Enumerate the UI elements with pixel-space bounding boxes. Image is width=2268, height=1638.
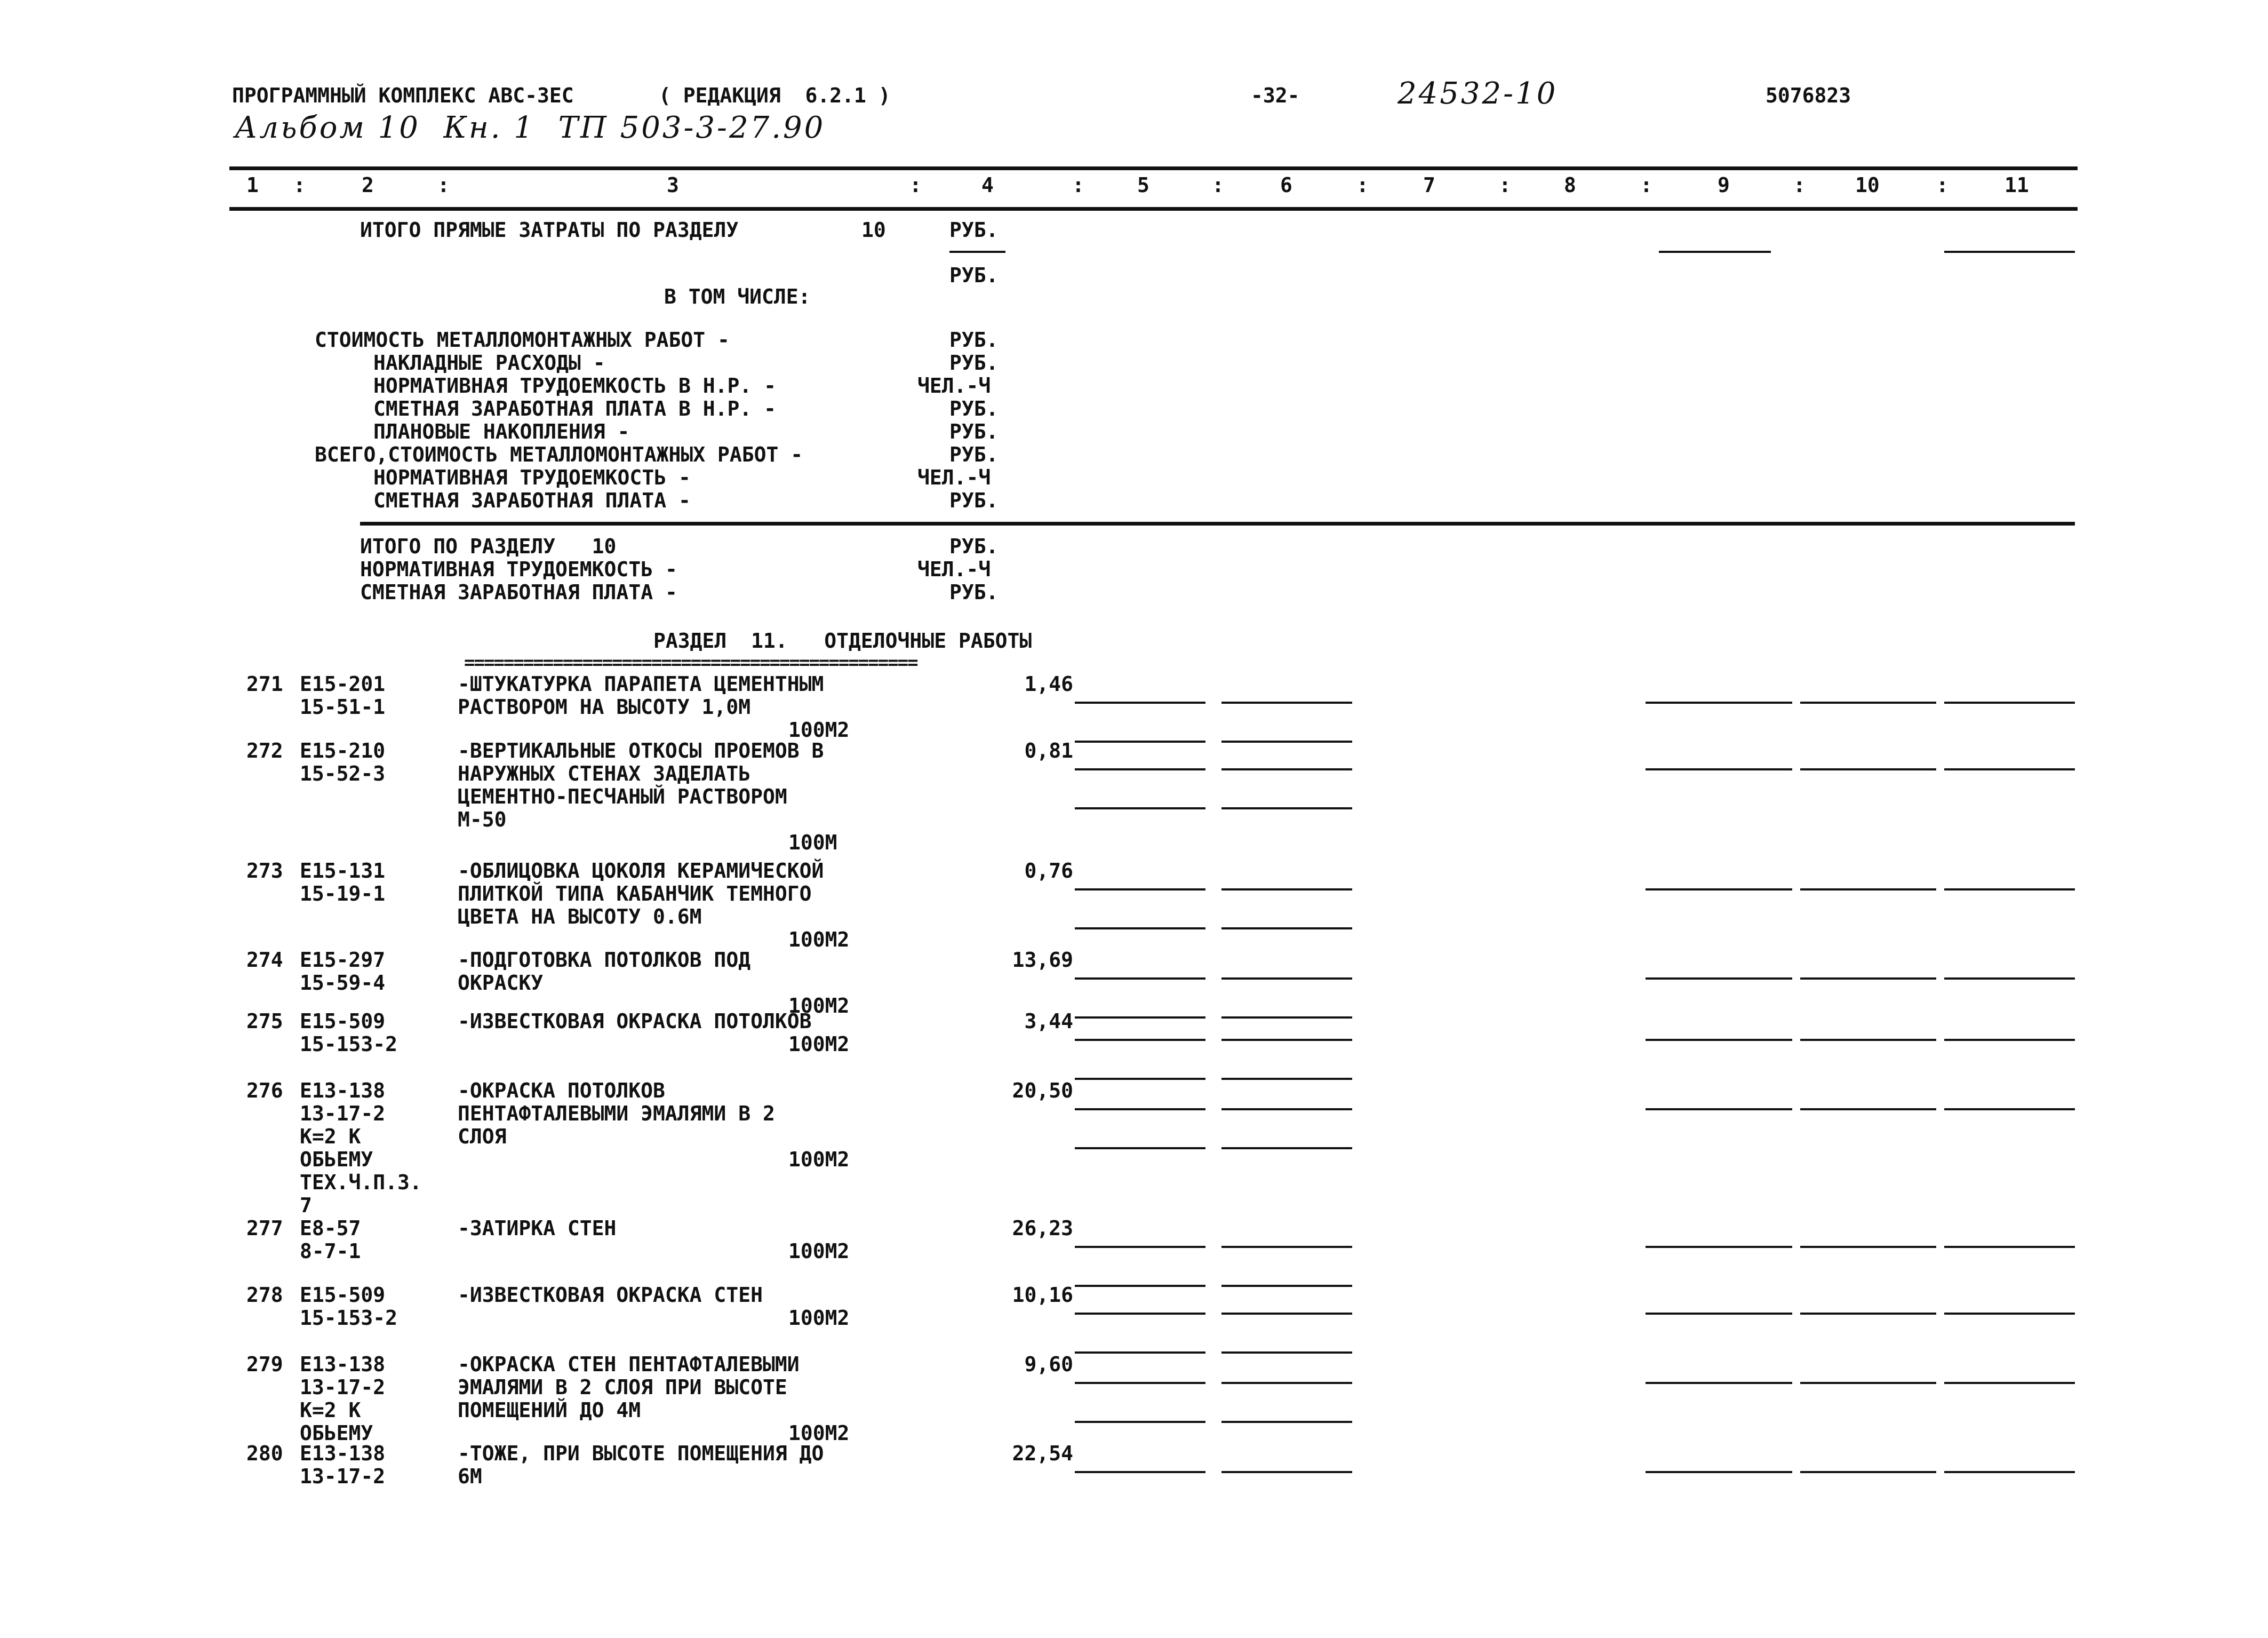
item-description: РАСТВОРОМ НА ВЫСОТУ 1,0М xyxy=(458,695,751,719)
item-description: 6М xyxy=(458,1465,482,1488)
item-unit: 100М2 xyxy=(788,1148,850,1171)
item-code: 15-59-4 xyxy=(300,971,386,995)
item-unit: 100М2 xyxy=(788,718,850,742)
item-code: ОБЬЕМУ xyxy=(300,1421,373,1445)
divider-rule xyxy=(1221,702,1352,704)
item-description: -ВЕРТИКАЛЬНЫЕ ОТКОСЫ ПРОЕМОВ В xyxy=(458,739,824,762)
item-number: 272 xyxy=(246,739,283,762)
item-description: -ОКРАСКА ПОТОЛКОВ xyxy=(458,1079,665,1102)
section-underline: ============================================== xyxy=(464,652,917,673)
col-head-6: 6 xyxy=(1280,173,1292,197)
item-code: Е15-297 xyxy=(300,948,386,972)
col-head-8: 8 xyxy=(1564,173,1576,197)
item-c4: 0,76 xyxy=(1024,859,1073,882)
divider-rule xyxy=(1800,1382,1936,1384)
divider-rule xyxy=(1075,1246,1205,1248)
item-description: -ОКРАСКА СТЕН ПЕНТАФТАЛЕВЫМИ xyxy=(458,1353,800,1376)
item-c4: 9,60 xyxy=(1024,1353,1073,1376)
divider-rule xyxy=(1944,1313,2075,1315)
item-description: М-50 xyxy=(458,808,507,831)
item-description: ПЛИТКОЙ ТИПА КАБАНЧИК ТЕМНОГО xyxy=(458,882,812,905)
divider-rule xyxy=(1075,888,1205,890)
item-description: СЛОЯ xyxy=(458,1125,507,1148)
item-c4: 3,44 xyxy=(1024,1009,1073,1033)
breakdown-unit: РУБ. xyxy=(949,328,999,352)
divider-rule xyxy=(1800,768,1936,770)
divider-rule xyxy=(1221,1016,1352,1019)
item-code: 15-51-1 xyxy=(300,695,386,719)
divider-rule xyxy=(1944,977,2075,980)
item-code: ТЕХ.Ч.П.3. xyxy=(300,1171,422,1194)
item-code: Е13-138 xyxy=(300,1079,386,1102)
divider-rule xyxy=(1221,1285,1352,1287)
item-code: К=2 К xyxy=(300,1125,361,1148)
summary-sub-unit: РУБ. xyxy=(949,264,999,287)
col-head-10: 10 xyxy=(1855,173,1880,197)
breakdown-unit: ЧЕЛ.-Ч xyxy=(917,374,991,397)
divider-rule xyxy=(1075,702,1205,704)
divider-rule xyxy=(1646,1471,1792,1473)
divider-rule xyxy=(1221,741,1352,743)
divider-rule xyxy=(1075,1382,1205,1384)
breakdown-unit: РУБ. xyxy=(949,397,999,420)
breakdown-unit: РУБ. xyxy=(949,489,999,512)
item-code: Е15-509 xyxy=(300,1283,386,1307)
item-unit: 100М2 xyxy=(788,1239,850,1263)
breakdown-unit: РУБ. xyxy=(949,443,999,466)
divider-rule xyxy=(1221,768,1352,770)
item-code: Е15-131 xyxy=(300,859,386,882)
item-c4: 1,46 xyxy=(1024,672,1073,696)
col-head-9: 9 xyxy=(1718,173,1730,197)
divider-rule xyxy=(1221,1471,1352,1473)
breakdown-unit: РУБ. xyxy=(949,420,999,443)
item-code: 15-153-2 xyxy=(300,1306,398,1330)
item-number: 279 xyxy=(246,1353,283,1376)
doc-code: 5076823 xyxy=(1766,84,1851,107)
item-code: Е8-57 xyxy=(300,1216,361,1240)
item-description: -ПОДГОТОВКА ПОТОЛКОВ ПОД xyxy=(458,948,751,972)
item-c4: 13,69 xyxy=(1012,948,1073,972)
item-unit: 100М2 xyxy=(788,1421,850,1445)
item-number: 277 xyxy=(246,1216,283,1240)
edition: ( РЕДАКЦИЯ 6.2.1 ) xyxy=(659,84,891,107)
item-description: -ШТУКАТУРКА ПАРАПЕТА ЦЕМЕНТНЫМ xyxy=(458,672,824,696)
item-code: К=2 К xyxy=(300,1398,361,1422)
item-c4: 0,81 xyxy=(1024,739,1073,762)
breakdown-label: НОРМАТИВНАЯ ТРУДОЕМКОСТЬ В Н.Р. - xyxy=(373,374,776,397)
summary-total-unit: РУБ. xyxy=(949,218,999,242)
col-head-5: 5 xyxy=(1137,173,1149,197)
divider-rule xyxy=(1075,1421,1205,1423)
divider-rule xyxy=(1075,741,1205,743)
divider-rule xyxy=(1221,927,1352,929)
breakdown-label: СТОИМОСТЬ МЕТАЛЛОМОНТАЖНЫХ РАБОТ - xyxy=(315,328,730,352)
doc-number: 24532-10 xyxy=(1397,76,1558,111)
item-code: 13-17-2 xyxy=(300,1375,386,1399)
including-label: В ТОМ ЧИСЛЕ: xyxy=(664,285,811,308)
divider-rule xyxy=(1075,1016,1205,1019)
item-code: 15-19-1 xyxy=(300,882,386,905)
item-code: Е13-138 xyxy=(300,1442,386,1465)
item-number: 271 xyxy=(246,672,283,696)
item-number: 280 xyxy=(246,1442,283,1465)
album-note: Альбом 10 Кн. 1 ТП 503-3-27.90 xyxy=(235,110,826,145)
section-total-unit: РУБ. xyxy=(949,581,999,604)
header-top-rule xyxy=(229,166,2078,170)
divider-rule xyxy=(1800,1471,1936,1473)
divider-rule xyxy=(1800,977,1936,980)
divider-rule xyxy=(1075,768,1205,770)
item-code: Е15-509 xyxy=(300,1009,386,1033)
item-code: 13-17-2 xyxy=(300,1465,386,1488)
section-total-label: СМЕТНАЯ ЗАРАБОТНАЯ ПЛАТА - xyxy=(360,581,677,604)
section-total-unit: ЧЕЛ.-Ч xyxy=(917,558,991,581)
page-number: -32- xyxy=(1251,84,1300,107)
item-code: 7 xyxy=(300,1194,312,1217)
item-code: 15-52-3 xyxy=(300,762,386,785)
divider-rule xyxy=(1221,1039,1352,1041)
item-code: ОБЬЕМУ xyxy=(300,1148,373,1171)
divider-rule xyxy=(1075,977,1205,980)
header-bottom-rule xyxy=(229,207,2078,211)
divider-rule xyxy=(1646,1039,1792,1041)
item-description: -ТОЖЕ, ПРИ ВЫСОТЕ ПОМЕЩЕНИЯ ДО xyxy=(458,1442,824,1465)
divider-rule xyxy=(1221,1351,1352,1354)
breakdown-unit: ЧЕЛ.-Ч xyxy=(917,466,991,489)
divider-rule xyxy=(1221,1246,1352,1248)
item-code: 8-7-1 xyxy=(300,1239,361,1263)
divider-rule xyxy=(1646,1313,1792,1315)
breakdown-unit: РУБ. xyxy=(949,351,999,375)
col-head-4: 4 xyxy=(981,173,994,197)
item-c4: 20,50 xyxy=(1012,1079,1073,1102)
divider-rule xyxy=(1075,1471,1205,1473)
col-head-11: 11 xyxy=(2005,173,2029,197)
item-unit: 100М2 xyxy=(788,928,850,951)
divider-rule xyxy=(1646,1382,1792,1384)
item-description: -ОБЛИЦОВКА ЦОКОЛЯ КЕРАМИЧЕСКОЙ xyxy=(458,859,824,882)
divider-rule xyxy=(1646,1108,1792,1110)
section-title: РАЗДЕЛ 11. ОТДЕЛОЧНЫЕ РАБОТЫ xyxy=(653,629,1032,653)
item-unit: 100М xyxy=(788,831,837,854)
divider-rule xyxy=(1800,888,1936,890)
section-total-label: ИТОГО ПО РАЗДЕЛУ 10 xyxy=(360,535,617,558)
item-number: 275 xyxy=(246,1009,283,1033)
breakdown-label: НАКЛАДНЫЕ РАСХОДЫ - xyxy=(373,351,605,375)
item-description: ОКРАСКУ xyxy=(458,971,544,995)
divider-rule xyxy=(1800,1039,1936,1041)
divider-rule xyxy=(1221,1421,1352,1423)
item-c4: 22,54 xyxy=(1012,1442,1073,1465)
item-description: -ИЗВЕСТКОВАЯ ОКРАСКА СТЕН xyxy=(458,1283,763,1307)
section-total-label: НОРМАТИВНАЯ ТРУДОЕМКОСТЬ - xyxy=(360,558,677,581)
item-description: -ИЗВЕСТКОВАЯ ОКРАСКА ПОТОЛКОВ xyxy=(458,1009,812,1033)
divider-rule xyxy=(1800,1108,1936,1110)
divider-rule xyxy=(1075,1078,1205,1080)
item-c4: 26,23 xyxy=(1012,1216,1073,1240)
divider-rule xyxy=(1221,888,1352,890)
divider-rule xyxy=(1075,1147,1205,1149)
col-head-2: 2 xyxy=(362,173,374,197)
col-head-3: 3 xyxy=(667,173,679,197)
item-number: 278 xyxy=(246,1283,283,1307)
section-total-unit: РУБ. xyxy=(949,535,999,558)
divider-rule xyxy=(1075,1313,1205,1315)
divider-rule xyxy=(1075,1108,1205,1110)
item-description: ЦЕМЕНТНО-ПЕСЧАНЫЙ РАСТВОРОМ xyxy=(458,785,787,808)
item-description: -ЗАТИРКА СТЕН xyxy=(458,1216,617,1240)
divider-rule xyxy=(1944,768,2075,770)
breakdown-label: СМЕТНАЯ ЗАРАБОТНАЯ ПЛАТА - xyxy=(373,489,691,512)
divider-rule xyxy=(1944,888,2075,890)
divider-rule xyxy=(1646,702,1792,704)
divider-rule xyxy=(1646,768,1792,770)
breakdown-label: СМЕТНАЯ ЗАРАБОТНАЯ ПЛАТА В Н.Р. - xyxy=(373,397,776,420)
divider-rule xyxy=(1944,1471,2075,1473)
breakdown-label: НОРМАТИВНАЯ ТРУДОЕМКОСТЬ - xyxy=(373,466,691,489)
divider-rule xyxy=(1221,1108,1352,1110)
divider-rule xyxy=(1944,1246,2075,1248)
item-number: 273 xyxy=(246,859,283,882)
divider-rule xyxy=(1221,1147,1352,1149)
col-head-1: 1 xyxy=(246,173,259,197)
divider-rule xyxy=(1221,1313,1352,1315)
item-description: ЦВЕТА НА ВЫСОТУ 0.6М xyxy=(458,905,702,928)
item-unit: 100М2 xyxy=(788,994,850,1017)
col-head-7: 7 xyxy=(1423,173,1435,197)
divider-rule xyxy=(1800,1246,1936,1248)
divider-rule xyxy=(1075,807,1205,809)
divider-rule xyxy=(1075,927,1205,929)
breakdown-bottom-rule xyxy=(360,522,2075,526)
divider-rule xyxy=(1944,1382,2075,1384)
item-code: 15-153-2 xyxy=(300,1032,398,1056)
item-description: НАРУЖНЫХ СТЕНАХ ЗАДЕЛАТЬ xyxy=(458,762,751,785)
divider-rule xyxy=(1221,977,1352,980)
item-code: Е13-138 xyxy=(300,1353,386,1376)
breakdown-label: ПЛАНОВЫЕ НАКОПЛЕНИЯ - xyxy=(373,420,630,443)
item-description: ПОМЕЩЕНИЙ ДО 4М xyxy=(458,1398,641,1422)
item-description: ПЕНТАФТАЛЕВЫМИ ЭМАЛЯМИ В 2 xyxy=(458,1102,775,1125)
divider-rule xyxy=(1944,702,2075,704)
divider-rule xyxy=(1800,1313,1936,1315)
program-name: ПРОГРАММНЫЙ КОМПЛЕКС АВС-3ЕС xyxy=(232,84,574,107)
item-c4: 10,16 xyxy=(1012,1283,1073,1307)
item-unit: 100М2 xyxy=(788,1306,850,1330)
divider-rule xyxy=(1646,1246,1792,1248)
item-code: Е15-201 xyxy=(300,672,386,696)
item-code: Е15-210 xyxy=(300,739,386,762)
divider-rule xyxy=(1075,1285,1205,1287)
breakdown-label: ВСЕГО,СТОИМОСТЬ МЕТАЛЛОМОНТАЖНЫХ РАБОТ - xyxy=(315,443,803,466)
divider-rule xyxy=(1800,702,1936,704)
item-unit: 100М2 xyxy=(788,1032,850,1056)
summary-total-section: 10 xyxy=(861,218,886,242)
divider-rule xyxy=(1221,1078,1352,1080)
item-code: 13-17-2 xyxy=(300,1102,386,1125)
divider-rule xyxy=(1944,1108,2075,1110)
estimate-page: ПРОГРАММНЫЙ КОМПЛЕКС АВС-3ЕС ( РЕДАКЦИЯ 6.2.1 ) -32- 24532-10 5076823 Альбом 10 Кн. 1 ТП 503-3-27.90 1 : 2 : 3 : 4 : 5 : 6 : 7 : 8 : 9 : 10 : 11 ИТОГО ПРЯМЫЕ ЗАТРАТЫ ПО РАЗДЕЛУ 10 РУБ. РУБ. В ТОМ ЧИСЛЕ: СТОИМОСТЬ МЕТАЛЛОМОНТАЖНЫХ РАБОТ - РУБ. НАКЛАДНЫЕ РАСХОДЫ - РУБ. НОРМАТИВНАЯ ТРУДОЕМКОСТЬ В Н.Р. - ЧЕЛ.-Ч СМЕТНАЯ ЗАРАБОТНАЯ ПЛАТА В Н.Р. - РУБ. ПЛАНОВЫЕ НАКОПЛЕНИЯ - РУБ. ВСЕГО,СТОИМОСТЬ МЕТАЛЛОМОНТАЖНЫХ РАБОТ - РУБ. НОРМАТИВНАЯ ТРУДОЕМКОСТЬ - ЧЕЛ.-Ч СМЕТНАЯ ЗАРАБОТНАЯ ПЛАТА - РУБ. ИТОГО ПО РАЗДЕЛУ 10 РУБ. НОРМАТИВНАЯ ТРУДОЕМКОСТЬ - ЧЕЛ.-Ч СМЕТНАЯ ЗАРАБОТНАЯ ПЛАТА - РУБ. РАЗДЕЛ 11. ОТДЕЛОЧНЫЕ РАБОТЫ ============================================== 271 1,46 Е15-201 15-51-1 -ШТУКАТУРКА ПАРАПЕТА ЦЕМЕНТНЫМ РАСТВОРОМ НА ВЫСОТУ 1,0М 100М2 272 0,81 Е15-210 15-52-3 -ВЕРТИКАЛЬНЫЕ ОТКОСЫ ПРОЕМОВ В НАРУЖНЫХ СТЕНАХ ЗАДЕЛАТЬ ЦЕМЕНТНО-ПЕСЧАНЫЙ РАСТВОРОМ М-50 100М 273 0,76 Е15-131 15-19-1 -ОБЛИЦОВКА ЦОКОЛЯ КЕРАМИЧЕСКОЙ ПЛИТКОЙ ТИПА КАБАНЧИК ТЕМНОГО ЦВЕТА НА ВЫСОТУ 0.6М 100М2 274 13,69 Е15-297 15-59-4 -ПОДГОТОВКА ПОТОЛКОВ ПОД ОКРАСКУ 100М2 275 3,44 Е15-509 15-153-2 -ИЗВЕСТКОВАЯ ОКРАСКА ПОТОЛКОВ 100М2 276 20,50 Е13-138 13-17-2 К=2 К ОБЬЕМУ ТЕХ.Ч.П.3. 7 -ОКРАСКА ПОТОЛКОВ ПЕНТАФТАЛЕВЫМИ ЭМАЛЯМИ В 2 СЛОЯ 100М2 277 26,23 Е8-57 8-7-1 -ЗАТИРКА СТЕН 100М2 278 10,16 Е15-509 15-153-2 -ИЗВЕСТКОВАЯ ОКРАСКА СТЕН 100М2 279 9,60 Е13-138 13-17-2 К=2 К ОБЬЕМУ -ОКРАСКА СТЕН ПЕНТАФТАЛЕВЫМИ ЭМАЛЯМИ В 2 СЛОЯ ПРИ ВЫСОТЕ ПОМЕЩЕНИЙ ДО 4М 100М2 280 22,54 Е13-138 13-17-2 -ТОЖЕ, ПРИ ВЫСОТЕ ПОМЕЩЕНИЯ ДО 6М xyxy=(0,0,2268,1638)
summary-total-label: ИТОГО ПРЯМЫЕ ЗАТРАТЫ ПО РАЗДЕЛУ xyxy=(360,218,739,242)
divider-rule xyxy=(1646,977,1792,980)
item-description: ЭМАЛЯМИ В 2 СЛОЯ ПРИ ВЫСОТЕ xyxy=(458,1375,787,1399)
item-number: 276 xyxy=(246,1079,283,1102)
divider-rule xyxy=(1646,888,1792,890)
divider-rule xyxy=(1221,1382,1352,1384)
divider-rule xyxy=(1221,807,1352,809)
divider-rule xyxy=(1075,1039,1205,1041)
item-number: 274 xyxy=(246,948,283,972)
divider-rule xyxy=(1075,1351,1205,1354)
divider-rule xyxy=(1944,1039,2075,1041)
